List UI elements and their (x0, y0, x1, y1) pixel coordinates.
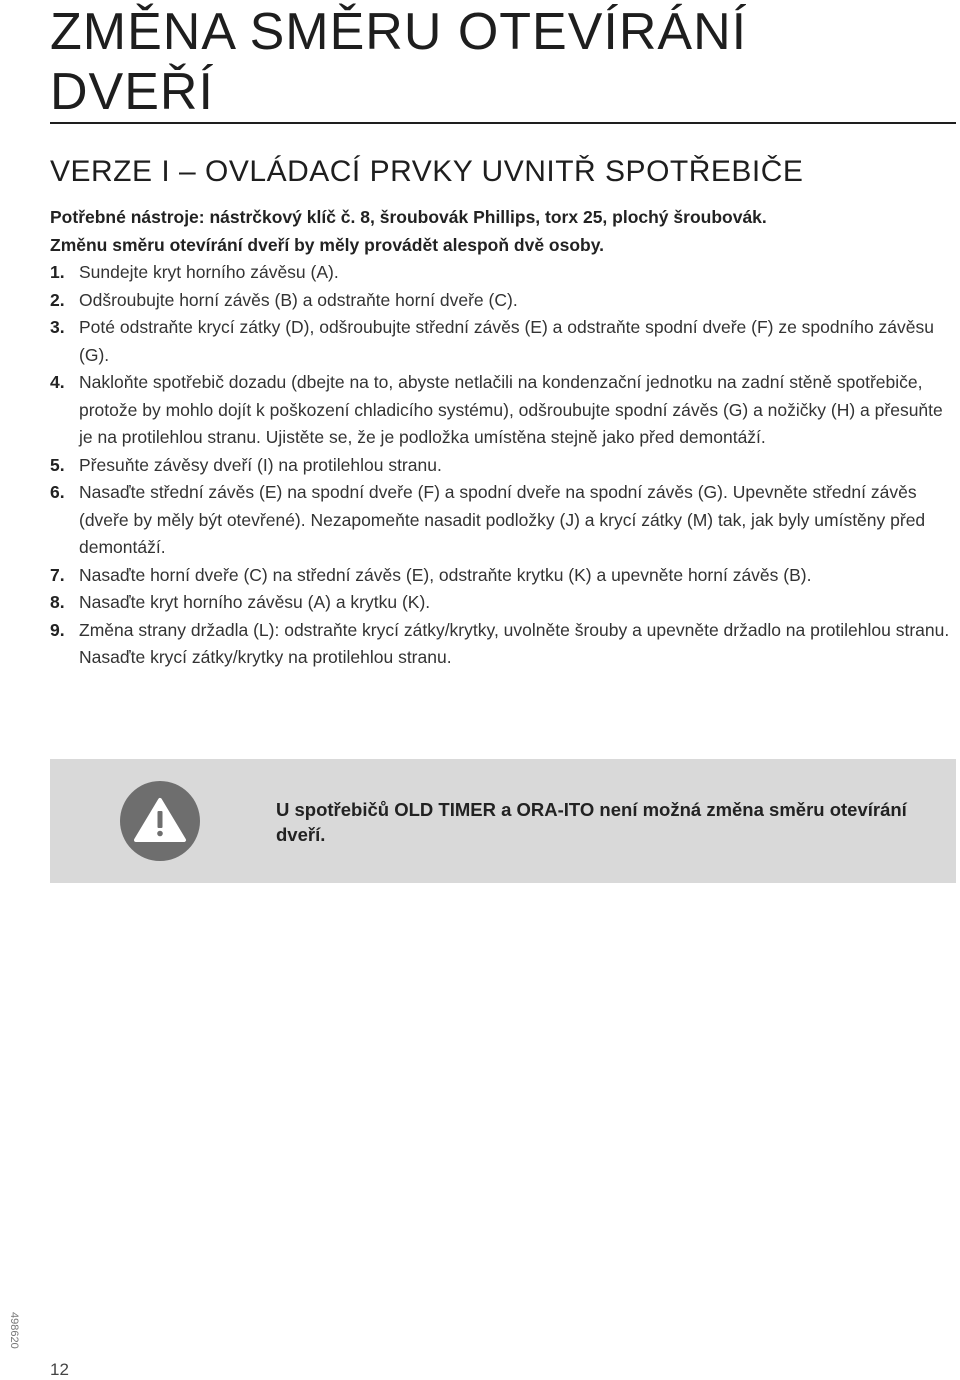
document-code: 498620 (8, 1312, 20, 1349)
page-title: ZMĚNA SMĚRU OTEVÍRÁNÍ DVEŘÍ (50, 3, 748, 121)
step-text: Odšroubujte horní závěs (B) a odstraňte horní dveře (C). (79, 289, 518, 310)
step-text: Nasaďte střední závěs (E) na spodní dveře (F) a spodní dveře na spodní závěs (G). Upevněte střední závěs (dveře by měly být otevřené). Nezapomeňte nasadit podložky (J) a krycí zátky (M) tak, jak byly umístěny před demontáží. (79, 482, 926, 557)
list-item (50, 452, 950, 480)
list-item (50, 369, 950, 452)
warning-text: U spotřebičů OLD TIMER a ORA-ITO není možná změna směru otevírání dveří. (276, 799, 907, 845)
requirement-tools: Potřebné nástroje: nástrčkový klíč č. 8, šroubovák Phillips, torx 25, plochý šroubovák. (50, 207, 767, 227)
step-number: 4. (50, 372, 65, 392)
step-number: 3. (50, 317, 65, 337)
warning-box (50, 759, 956, 883)
list-item (50, 259, 950, 287)
list-item (50, 562, 950, 590)
page-number: 12 (50, 1360, 69, 1379)
step-number: 5. (50, 454, 65, 475)
title-divider (50, 122, 956, 124)
step-number: 9. (50, 619, 65, 640)
step-text: Sundejte kryt horního závěsu (A). (79, 262, 339, 282)
list-item (50, 314, 950, 369)
list-item (50, 617, 950, 672)
list-item (50, 479, 950, 562)
requirement-persons: Změnu směru otevírání dveří by měly provádět alespoň dvě osoby. (50, 234, 605, 255)
requirements (50, 204, 950, 259)
list-item (50, 287, 950, 315)
section-subtitle: VERZE I – OVLÁDACÍ PRVKY UVNITŘ SPOTŘEBIČE (50, 155, 804, 188)
step-text: Nakloňte spotřebič dozadu (dbejte na to, abyste netlačili na kondenzační jednotku na zadní stěně spotřebiče, protože by mohlo dojít k poškození chladicího systému), odšroubujte spodní závěs (G) a nožičky (H) a přesuňte je na protilehlou stranu. Ujistěte se, že je podložka umístěna stejně jako před demontáží. (79, 372, 943, 447)
step-number: 6. (50, 482, 65, 502)
step-number: 8. (50, 592, 65, 612)
step-text: Změna strany držadla (L): odstraňte krycí zátky/krytky, uvolněte šrouby a upevněte držadlo na protilehlou stranu. Nasaďte krycí zátky/krytky na protilehlou stranu. (79, 619, 950, 667)
step-number: 1. (50, 262, 65, 282)
warning-triangle-icon (120, 781, 200, 861)
step-text: Poté odstraňte krycí zátky (D), odšroubujte střední závěs (E) a odstraňte spodní dveře (F) ze spodního závěsu (G). (79, 317, 934, 365)
step-text: Nasaďte horní dveře (C) na střední závěs (E), odstraňte krytku (K) a upevněte horní závěs (B). (79, 564, 812, 585)
list-item (50, 589, 950, 617)
step-number: 7. (50, 564, 65, 585)
step-number: 2. (50, 289, 65, 310)
steps-list (50, 259, 950, 672)
step-text: Nasaďte kryt horního závěsu (A) a krytku (K). (79, 592, 431, 612)
step-text: Přesuňte závěsy dveří (I) na protilehlou stranu. (79, 454, 442, 475)
